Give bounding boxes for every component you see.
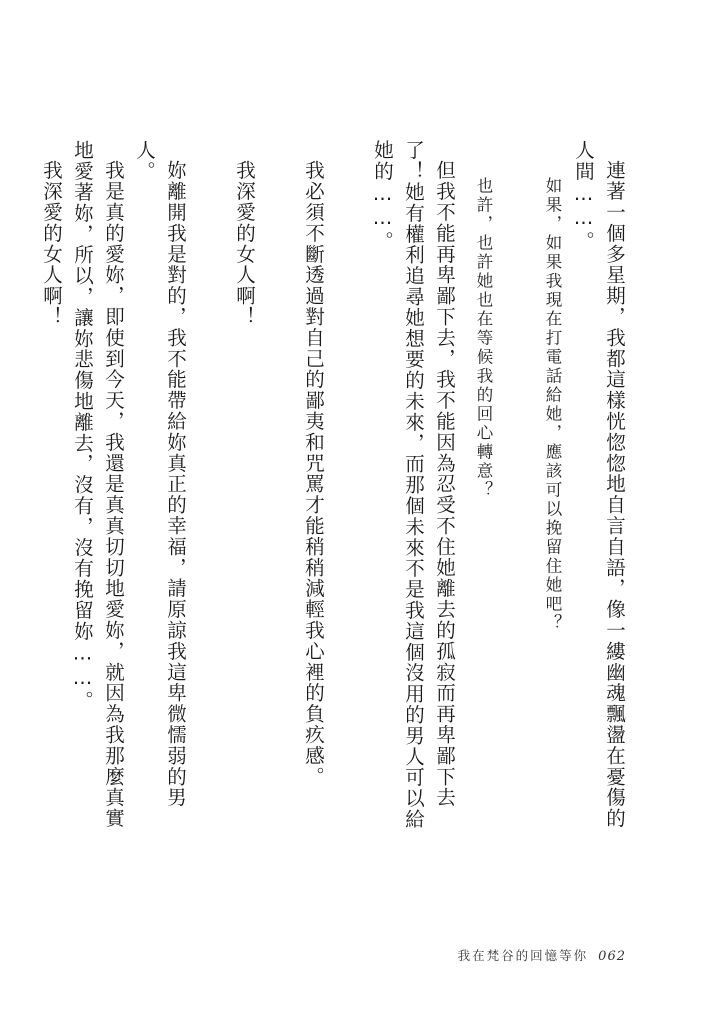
page-footer — [458, 946, 626, 964]
paragraph-4: 但我不能再卑鄙下去，我不能因為忍受不住她離去的孤寂而再卑鄙下去了！她有權利追尋她想要的未來，而那個未來不是我這個沒用的男人可以給她的……。 — [371, 140, 456, 830]
paragraph-6: 我深愛的女人啊！ — [233, 159, 256, 327]
paragraph-5: 我必須不斷透過對自己的鄙夷和咒罵才能稍稍減輕我心裡的負疚感。 — [302, 159, 325, 787]
vertical-text-body — [36, 140, 630, 840]
paragraph-9: 我深愛的女人啊！ — [40, 159, 63, 327]
paragraph-8: 我是真的愛妳，即使到今天，我還是真真切切地愛妳，就因為我那麼真實地愛著妳，所以，讓妳悲傷地離去，沒有，沒有挽留妳……。 — [71, 140, 125, 829]
paragraph-2: 如果，如果我現在打電話給她，應該可以挽留住她吧？ — [543, 176, 562, 633]
paragraph-7: 妳離開我是對的，我不能帶給妳真正的幸福，請原諒我這卑微懦弱的男人。 — [133, 140, 187, 808]
paragraph-1: 連著一個多星期，我都這樣恍惚惚地自言自語，像一縷幽魂飄盪在憂傷的人間……。 — [572, 140, 626, 829]
book-title: 我在梵谷的回憶等你 — [457, 948, 589, 963]
page-number: 062 — [598, 949, 626, 964]
paragraph-3: 也許，也許她也在等候我的回心轉意？ — [474, 176, 493, 500]
